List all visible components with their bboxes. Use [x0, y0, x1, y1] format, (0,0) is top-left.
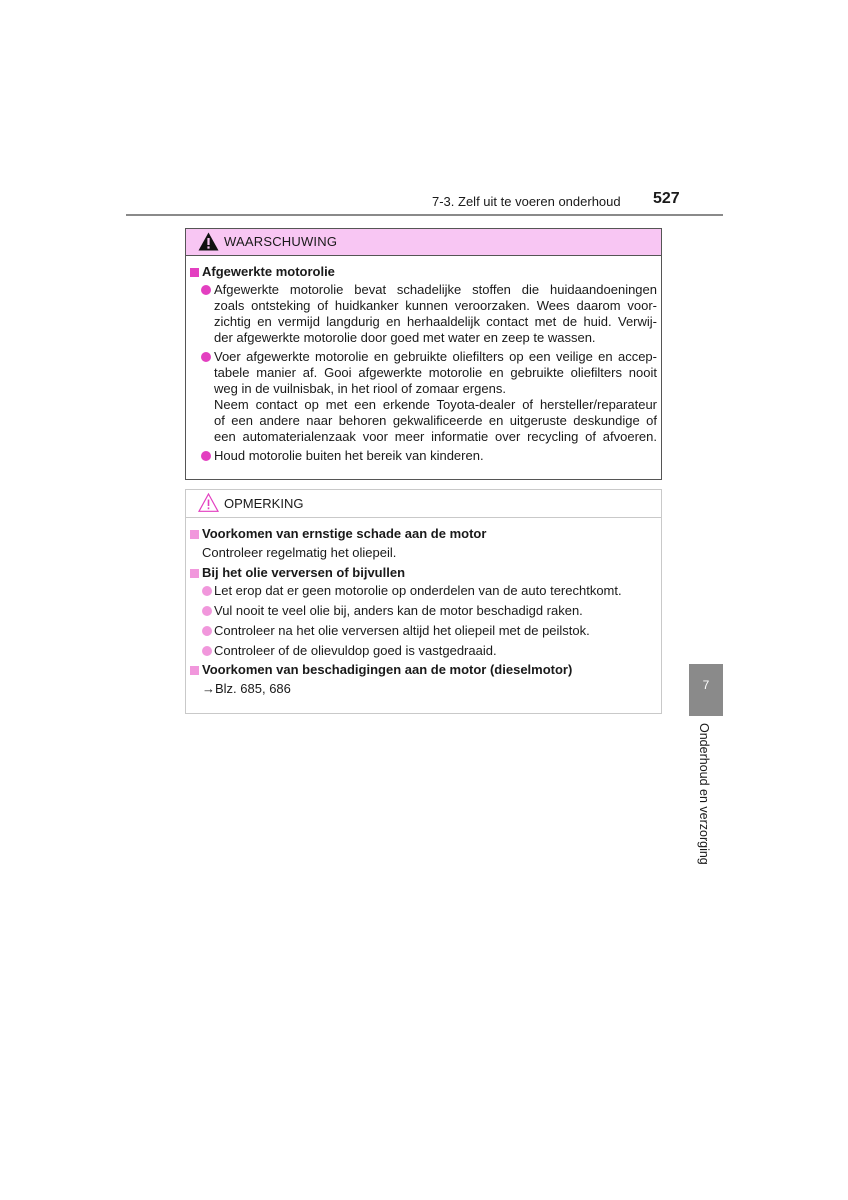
section-marker [190, 268, 199, 277]
warning-bullet-line: zoals ontsteking of huidkanker kunnen veroorzaken. Wees daarom voor- [214, 298, 657, 313]
note-bullet: Controleer na het olie verversen altijd het oliepeil met de peilstok. [214, 623, 590, 638]
section-marker [190, 666, 199, 675]
warning-heading: Afgewerkte motorolie [202, 264, 335, 279]
note-heading: Voorkomen van beschadigingen aan de motor (dieselmotor) [202, 662, 573, 677]
bullet-marker [202, 646, 212, 656]
caution-triangle-icon [198, 493, 219, 512]
note-header [186, 490, 661, 518]
header-divider [126, 214, 723, 216]
note-text: Controleer regelmatig het oliepeil. [202, 545, 397, 560]
bullet-marker [202, 626, 212, 636]
section-marker [190, 569, 199, 578]
note-bullet: Vul nooit te veel olie bij, anders kan de motor beschadigd raken. [214, 603, 583, 618]
warning-header [186, 229, 661, 256]
chapter-label: Onderhoud en verzorging [697, 723, 711, 865]
warning-bullet-line: Neem contact op met een erkende Toyota-dealer of hersteller/reparateur [214, 397, 657, 412]
page-reference: →Blz. 685, 686 [202, 681, 291, 696]
warning-bullet-line: tabele manier af. Gooi afgewerkte motorolie en gebruikte oliefilters nooit [214, 365, 657, 380]
warning-title: WAARSCHUWING [224, 234, 338, 249]
chapter-number: 7 [702, 678, 710, 692]
bullet-marker [201, 285, 211, 295]
page-number: 527 [653, 190, 680, 207]
bullet-marker [201, 451, 211, 461]
note-heading: Bij het olie verversen of bijvullen [202, 565, 406, 580]
note-bullet: Controleer of de olievuldop goed is vastgedraaid. [214, 643, 497, 658]
note-title: OPMERKING [224, 496, 304, 511]
warning-bullet-line: der afgewerkte motorolie door goed met water en zeep te wassen. [214, 330, 596, 345]
chapter-tab[interactable] [689, 664, 723, 716]
warning-bullet-line: Afgewerkte motorolie bevat schadelijke stoffen die huidaandoeningen [214, 282, 657, 297]
warning-bullet-line: of een andere naar behoren gekwalificeerde en uitgeruste deskundige of [214, 413, 657, 428]
bullet-marker [201, 352, 211, 362]
note-heading: Voorkomen van ernstige schade aan de motor [202, 526, 487, 541]
section-title: 7-3. Zelf uit te voeren onderhoud [432, 194, 621, 209]
bullet-marker [202, 606, 212, 616]
note-bullet: Let erop dat er geen motorolie op onderdelen van de auto terechtkomt. [214, 583, 622, 598]
section-marker [190, 530, 199, 539]
warning-triangle-icon [198, 232, 219, 251]
warning-bullet-line: Voer afgewerkte motorolie en gebruikte oliefilters op een veilige en accep- [214, 349, 657, 364]
warning-bullet-line: zichtig en vermijd langdurig en herhaaldelijk contact met de huid. Verwij- [214, 314, 657, 329]
warning-bullet-line: Houd motorolie buiten het bereik van kinderen. [214, 448, 484, 463]
warning-bullet-line: een automaterialenzaak voor meer informatie over recycling of afvoeren. [214, 429, 657, 444]
bullet-marker [202, 586, 212, 596]
warning-bullet-line: weg in de vuilnisbak, in het riool of zomaar ergens. [214, 381, 506, 396]
